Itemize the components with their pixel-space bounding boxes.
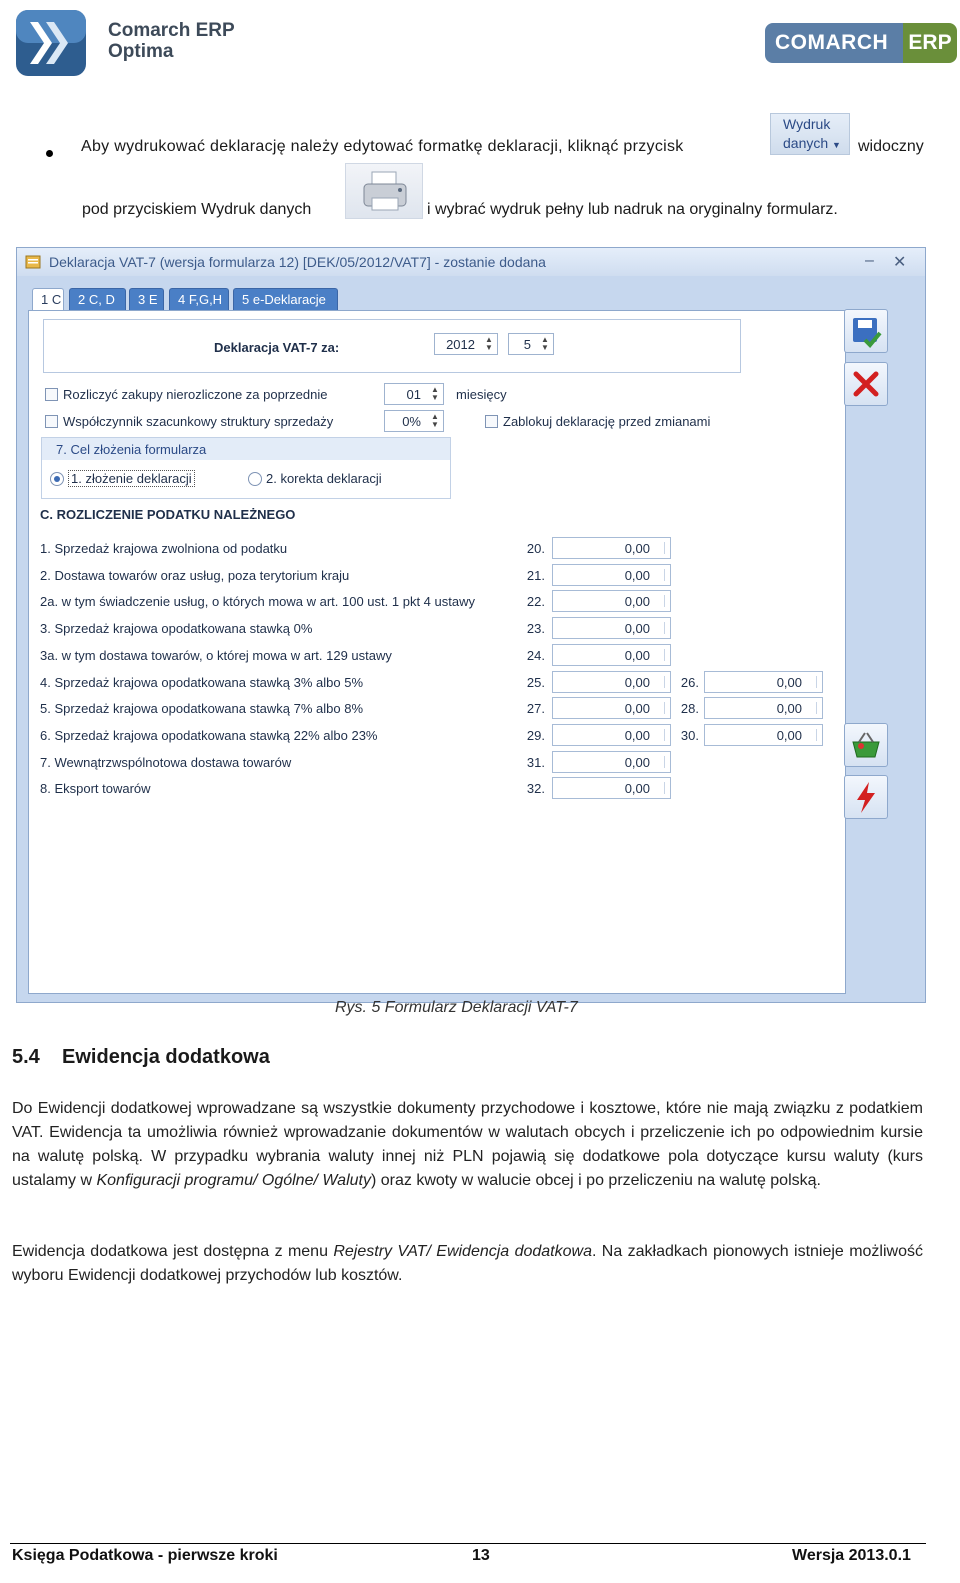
zakupy-label: Rozliczyć zakupy nierozliczone za poprzednie	[63, 387, 328, 402]
tab-5-edeklaracje[interactable]: 5 e-Deklaracje	[233, 288, 338, 310]
row-value-input[interactable]: 0,00	[552, 751, 671, 773]
paragraph-2	[12, 1240, 923, 1288]
wydruk-label-2: danych	[783, 135, 829, 151]
paragraph-2-italic: Rejestry VAT/ Ewidencja dodatkowa	[333, 1243, 592, 1260]
checkbox-wspolczynnik[interactable]	[45, 415, 58, 428]
window-app-icon	[25, 254, 41, 270]
paragraph-1-part-b: ) oraz kwoty w walucie obcej i po przeliczeniu na walutę polską.	[370, 1172, 821, 1189]
row-label: 6. Sprzedaż krajowa opodatkowana stawką 22% albo 23%	[40, 728, 378, 743]
zakupy-value: 01	[406, 387, 421, 402]
row-field-number-2: 26.	[680, 675, 699, 690]
cancel-button[interactable]	[844, 362, 888, 406]
row-label: 7. Wewnątrzwspólnotowa dostawa towarów	[40, 755, 292, 770]
intro-line-1-suffix: widoczny	[858, 138, 924, 155]
wspolczynnik-spinner[interactable]	[384, 410, 444, 432]
intro-line-1: Aby wydrukować deklarację należy edytować formatkę deklaracji, kliknąć przycisk	[81, 138, 684, 155]
tab-4-fgh[interactable]: 4 F,G,H	[169, 288, 229, 310]
month-value: 5	[523, 337, 531, 352]
row-label: 3a. w tym dostawa towarów, o której mowa w art. 129 ustawy	[40, 648, 392, 663]
row-value-input[interactable]: 0,00	[552, 564, 671, 586]
period-box	[43, 319, 741, 373]
save-button[interactable]	[844, 309, 888, 353]
wydruk-label-1: Wydruk	[783, 116, 831, 132]
row-label: 4. Sprzedaż krajowa opodatkowana stawką 3% albo 5%	[40, 675, 364, 690]
cel-zlozenia-title: 7. Cel złożenia formularza	[42, 438, 450, 460]
row-field-number: 21.	[526, 568, 545, 583]
basket-button[interactable]	[844, 723, 888, 767]
row-label: 3. Sprzedaż krajowa opodatkowana stawką 0%	[40, 621, 313, 636]
wydruk-danych-button[interactable]	[770, 113, 850, 155]
window-title: Deklaracja VAT-7 (wersja formularza 12) [DEK/05/2012/VAT7] - zostanie dodana	[17, 248, 925, 276]
basket-icon	[845, 724, 887, 766]
month-spinner[interactable]	[508, 333, 554, 355]
row-field-number: 25.	[526, 675, 545, 690]
spin-arrows-icon: ▲ ▼	[431, 385, 439, 402]
figure-caption: Rys. 5 Formularz Deklaracji VAT-7	[335, 999, 578, 1016]
minimize-icon[interactable]: –	[865, 252, 874, 269]
paragraph-1-part-a: Do Ewidencji dodatkowej wprowadzane są wszystkie dokumenty przychodowe i kosztowe, które nie mają związku z podatkiem VAT. Ewidencja ta umożliwia również wprowadzanie dokumentów w walutach obcych i przeliczenie ich po odpowiednim kursie na walutę polską. W przypadku wybrania waluty innej niż PLN pojawią się dodatkowe pola dotyczące kursu waluty (kurs ustalamy w	[12, 1100, 923, 1189]
printer-icon	[346, 164, 424, 220]
close-icon[interactable]: ✕	[893, 254, 907, 271]
row-value-input-2[interactable]: 0,00	[704, 724, 823, 746]
row-value-input[interactable]: 0,00	[552, 724, 671, 746]
wydruk-label-2-row	[783, 134, 849, 155]
paragraph-2-part-b: . Na zakładkach pionowych istnieje możliwość wyboru Ewidencji dodatkowej przychodów lub kosztów.	[12, 1243, 923, 1284]
tab-2-cd[interactable]: 2 C, D	[69, 288, 126, 310]
badge-erp: ERP	[903, 23, 957, 63]
footer-page-number: 13	[472, 1547, 490, 1564]
row-label: 8. Eksport towarów	[40, 781, 151, 796]
lightning-button[interactable]	[844, 775, 888, 819]
form-panel	[28, 310, 846, 994]
row-field-number: 20.	[526, 541, 545, 556]
cancel-x-icon	[845, 363, 887, 405]
brand-line-2: Optima	[108, 41, 174, 62]
row-label: 2. Dostawa towarów oraz usług, poza terytorium kraju	[40, 568, 350, 583]
period-label: Deklaracja VAT-7 za:	[214, 340, 340, 355]
row-value-input[interactable]: 0,00	[552, 697, 671, 719]
cel-zlozenia-group	[41, 437, 451, 499]
comarch-erp-badge	[765, 23, 957, 63]
print-button[interactable]	[345, 163, 423, 219]
radio-korekta-label: 2. korekta deklaracji	[266, 471, 382, 486]
tab-3-e[interactable]: 3 E	[129, 288, 164, 310]
footer-version: Wersja 2013.0.1	[792, 1547, 911, 1564]
row-label: 5. Sprzedaż krajowa opodatkowana stawką 7% albo 8%	[40, 701, 364, 716]
save-icon	[845, 310, 887, 352]
radio-zlozenie-label: 1. złożenie deklaracji	[68, 470, 195, 487]
zakupy-unit: miesięcy	[456, 387, 507, 402]
bullet-icon	[46, 150, 53, 157]
dropdown-arrow-icon: ▼	[832, 140, 841, 150]
row-value-input[interactable]: 0,00	[552, 537, 671, 559]
year-spinner[interactable]	[434, 333, 498, 355]
section-c-title: C. ROZLICZENIE PODATKU NALEŻNEGO	[40, 507, 296, 522]
comarch-erp-optima-logo-icon	[14, 8, 88, 78]
spin-arrows-icon: ▲ ▼	[431, 412, 439, 429]
brand-name	[108, 20, 235, 62]
row-field-number: 32.	[526, 781, 545, 796]
wspolczynnik-label: Współczynnik szacunkowy struktury sprzedaży	[63, 414, 334, 429]
checkbox-zablokuj[interactable]	[485, 415, 498, 428]
row-field-number: 27.	[526, 701, 545, 716]
footer-title: Księga Podatkowa - pierwsze kroki	[12, 1547, 278, 1564]
radio-zlozenie[interactable]	[50, 472, 64, 486]
row-value-input[interactable]: 0,00	[552, 617, 671, 639]
wspolczynnik-value: 0%	[402, 414, 421, 429]
checkbox-zakupy[interactable]	[45, 388, 58, 401]
row-field-number: 23.	[526, 621, 545, 636]
row-label: 2a. w tym świadczenie usług, o których mowa w art. 100 ust. 1 pkt 4 ustawy	[40, 594, 475, 609]
row-field-number: 29.	[526, 728, 545, 743]
zakupy-months-spinner[interactable]	[384, 383, 444, 405]
radio-korekta[interactable]	[248, 472, 262, 486]
paragraph-2-part-a: Ewidencja dodatkowa jest dostępna z menu	[12, 1243, 334, 1260]
footer-divider	[10, 1543, 926, 1544]
row-value-input[interactable]: 0,00	[552, 777, 671, 799]
paragraph-1-italic: Konfiguracji programu/ Ogólne/ Waluty	[96, 1172, 371, 1189]
brand-line-1: Comarch ERP	[108, 20, 235, 41]
badge-comarch: COMARCH	[765, 23, 903, 63]
row-value-input[interactable]: 0,00	[552, 590, 671, 612]
row-field-number: 22.	[526, 594, 545, 609]
vat7-window	[16, 247, 926, 1003]
row-value-input[interactable]: 0,00	[552, 644, 671, 666]
spin-arrows-icon: ▲ ▼	[541, 335, 549, 352]
spin-arrows-icon: ▲ ▼	[485, 335, 493, 352]
paragraph-1	[12, 1097, 923, 1193]
row-field-number: 31.	[526, 755, 545, 770]
zablokuj-label: Zablokuj deklarację przed zmianami	[503, 414, 711, 429]
row-field-number-2: 28.	[680, 701, 699, 716]
section-heading: 5.4 Ewidencja dodatkowa	[12, 1046, 270, 1068]
tab-1-c[interactable]: 1 C	[32, 288, 64, 312]
row-label: 1. Sprzedaż krajowa zwolniona od podatku	[40, 541, 288, 556]
row-field-number: 24.	[526, 648, 545, 663]
intro-line-2-prefix: pod przyciskiem Wydruk danych	[82, 201, 312, 218]
row-value-input-2[interactable]: 0,00	[704, 671, 823, 693]
row-field-number-2: 30.	[680, 728, 699, 743]
intro-line-2-suffix: i wybrać wydruk pełny lub nadruk na oryginalny formularz.	[427, 201, 838, 218]
row-value-input[interactable]: 0,00	[552, 671, 671, 693]
row-value-input-2[interactable]: 0,00	[704, 697, 823, 719]
year-value: 2012	[446, 337, 475, 352]
lightning-icon	[845, 776, 887, 818]
